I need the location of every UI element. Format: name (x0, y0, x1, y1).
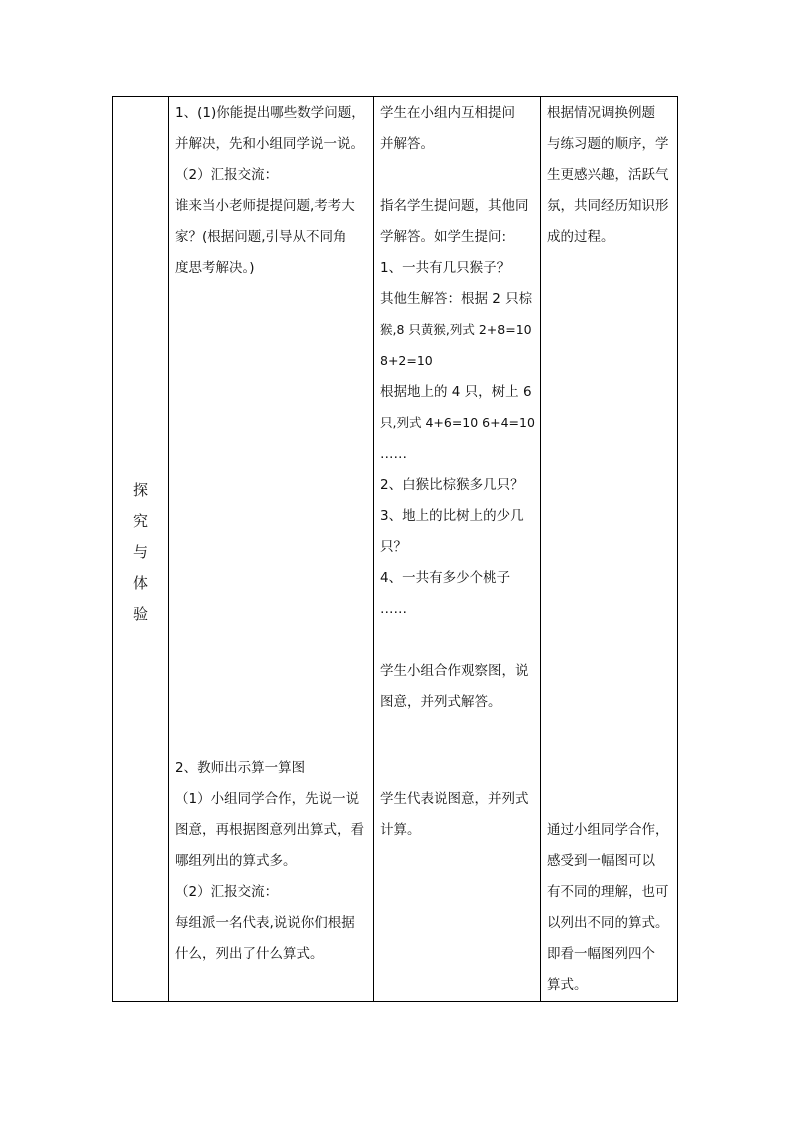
student-line: 学生小组合作观察图，说 (380, 663, 529, 679)
intent-line: 即看一幅图列四个 (547, 946, 655, 962)
teacher-line: 哪组列出的算式多。 (175, 853, 297, 869)
teacher-line: （2）汇报交流： (175, 884, 279, 900)
intent-line: 有不同的理解，也可 (547, 884, 669, 900)
teacher-line: 1、(1)你能提出哪些数学问题， (175, 105, 365, 121)
student-line: 指名学生提问题，其他同 (380, 198, 529, 214)
design-intent-cell (547, 97, 677, 1001)
intent-line: 根据情况调换例题 (547, 105, 655, 121)
student-line: 并解答。 (380, 136, 434, 152)
student-line: 图意，并列式解答。 (380, 694, 502, 710)
stage-char: 探 (132, 481, 148, 499)
student-line: 4、一共有多少个桃子 (380, 570, 511, 586)
student-line: …… (380, 446, 407, 462)
intent-line: 感受到一幅图可以 (547, 853, 655, 869)
stage-char: 验 (132, 605, 148, 623)
teacher-line: 2、教师出示算一算图 (175, 760, 306, 776)
student-line: 根据地上的 4 只，树上 6 (380, 384, 532, 400)
intent-line: 以列出不同的算式。 (547, 915, 669, 931)
teacher-line: 并解决，先和小组同学说一说。 (175, 136, 364, 152)
intent-line: 与练习题的顺序，学 (547, 136, 669, 152)
student-line: 1、一共有几只猴子？ (380, 260, 511, 276)
stage-char: 究 (132, 512, 148, 530)
intent-line: 氛，共同经历知识形 (547, 198, 669, 214)
stage-cell (113, 475, 168, 630)
teacher-activity-cell (175, 97, 371, 1001)
student-line: 只,列式 4+6=10 6+4=10 (380, 415, 535, 430)
stage-char: 与 (132, 543, 148, 561)
student-line: 8+2=10 (380, 353, 433, 368)
student-line: 2、白猴比棕猴多几只？ (380, 477, 524, 493)
teacher-line: （1）小组同学合作，先说一说 (175, 791, 360, 807)
intent-line: 成的过程。 (547, 229, 615, 245)
stage-char: 体 (132, 574, 148, 592)
teacher-line: 度思考解决。) (175, 260, 255, 276)
teacher-line: 图意，再根据图意列出算式，看 (175, 822, 364, 838)
lesson-plan-table (112, 96, 678, 1002)
student-line: 只？ (380, 539, 407, 555)
intent-line: 通过小组同学合作， (547, 822, 669, 838)
intent-line: 算式。 (547, 977, 588, 993)
student-line: 猴,8 只黄猴,列式 2+8=10 (380, 322, 532, 337)
student-line: 学解答。如学生提问: (380, 229, 507, 245)
student-line: …… (380, 601, 407, 617)
teacher-line: 什么，列出了什么算式。 (175, 946, 324, 962)
teacher-line: （2）汇报交流： (175, 167, 279, 183)
intent-line: 生更感兴趣，活跃气 (547, 167, 669, 183)
column-divider (168, 97, 169, 1001)
student-line: 3、地上的比树上的少几 (380, 508, 524, 524)
column-divider (540, 97, 541, 1001)
column-divider (373, 97, 374, 1001)
student-line: 学生代表说图意，并列式 (380, 791, 529, 807)
student-activity-cell (380, 97, 538, 1001)
student-line: 计算。 (380, 822, 421, 838)
teacher-line: 每组派一名代表,说说你们根据 (175, 915, 355, 931)
student-line: 其他生解答：根据 2 只棕 (380, 291, 533, 307)
teacher-line: 谁来当小老师提提问题,考考大 (175, 198, 355, 214)
teacher-line: 家？(根据问题,引导从不同角 (175, 229, 347, 245)
student-line: 学生在小组内互相提问 (380, 105, 515, 121)
